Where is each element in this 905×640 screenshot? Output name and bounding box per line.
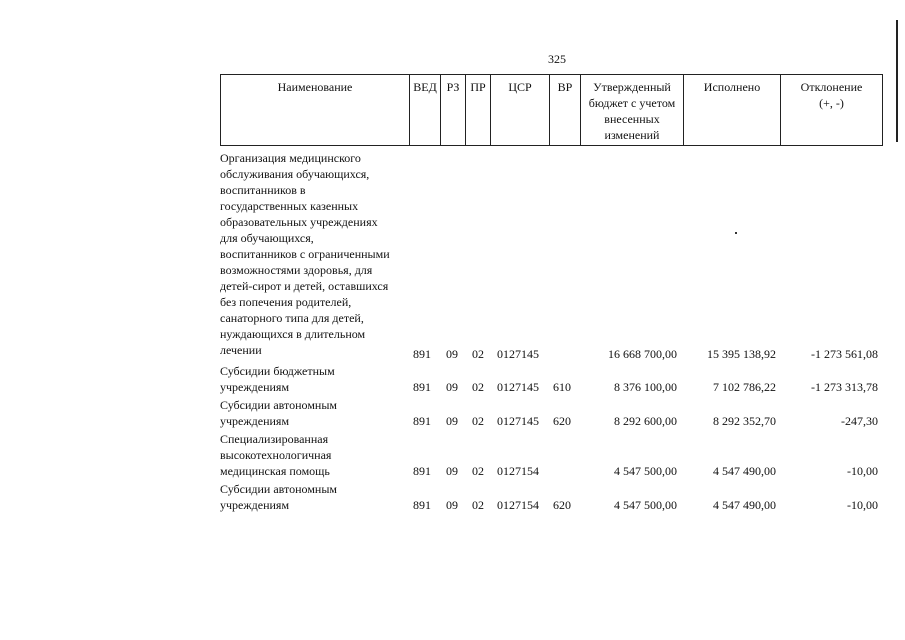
cell-executed: 8 292 352,70 bbox=[713, 414, 776, 428]
page-number: 325 bbox=[548, 52, 566, 66]
cell-csr: 0127145 bbox=[497, 414, 539, 428]
cell-pr: 02 bbox=[472, 380, 484, 394]
cell-pr: 02 bbox=[472, 464, 484, 478]
cell-deviation: -1 273 313,78 bbox=[811, 380, 878, 394]
header-ved: ВЕД bbox=[409, 74, 441, 146]
cell-ved: 891 bbox=[413, 380, 431, 394]
cell-csr: 0127145 bbox=[497, 347, 539, 361]
cell-ved: 891 bbox=[413, 347, 431, 361]
table-row-name: Субсидии бюджетным учреждениям bbox=[220, 364, 335, 394]
cell-deviation: -1 273 561,08 bbox=[811, 347, 878, 361]
cell-executed: 7 102 786,22 bbox=[713, 380, 776, 394]
cell-approved: 16 668 700,00 bbox=[608, 347, 677, 361]
cell-rz: 09 bbox=[446, 347, 458, 361]
cell-csr: 0127145 bbox=[497, 380, 539, 394]
cell-vr: 620 bbox=[553, 498, 571, 512]
cell-approved: 4 547 500,00 bbox=[614, 498, 677, 512]
header-csr: ЦСР bbox=[490, 74, 550, 146]
header-executed: Исполнено bbox=[683, 74, 781, 146]
cell-executed: 4 547 490,00 bbox=[713, 498, 776, 512]
cell-rz: 09 bbox=[446, 380, 458, 394]
header-deviation: Отклонение (+, -) bbox=[780, 74, 883, 146]
cell-vr: 610 bbox=[553, 380, 571, 394]
table-row-name: Организация медицинского обслуживания обучающихся, воспитанников в государственных казенных образовательных учреждениях для обучающихся, воспитанников с ограниченными возможностями здоровья, для детей-сирот и детей, оставшихся без попечения родителей, санаторного типа для детей, нуждающихся в длительном лечении bbox=[220, 151, 390, 357]
cell-ved: 891 bbox=[413, 498, 431, 512]
cell-rz: 09 bbox=[446, 464, 458, 478]
table-row-name: Субсидии автономным учреждениям bbox=[220, 482, 337, 512]
cell-csr: 0127154 bbox=[497, 464, 539, 478]
header-pr: ПР bbox=[465, 74, 491, 146]
cell-executed: 4 547 490,00 bbox=[713, 464, 776, 478]
cell-pr: 02 bbox=[472, 347, 484, 361]
header-vr: ВР bbox=[549, 74, 581, 146]
header-name: Наименование bbox=[220, 74, 410, 146]
header-approved: Утвержденный бюджет с учетом внесенных изменений bbox=[580, 74, 684, 146]
cell-csr: 0127154 bbox=[497, 498, 539, 512]
cell-deviation: -10,00 bbox=[847, 498, 878, 512]
page-edge-rule bbox=[896, 20, 898, 142]
cell-rz: 09 bbox=[446, 414, 458, 428]
scan-speck bbox=[735, 232, 737, 234]
header-rz: РЗ bbox=[440, 74, 466, 146]
cell-rz: 09 bbox=[446, 498, 458, 512]
cell-executed: 15 395 138,92 bbox=[707, 347, 776, 361]
table-row-name: Субсидии автономным учреждениям bbox=[220, 398, 337, 428]
cell-ved: 891 bbox=[413, 464, 431, 478]
cell-deviation: -247,30 bbox=[841, 414, 878, 428]
cell-pr: 02 bbox=[472, 498, 484, 512]
cell-vr: 620 bbox=[553, 414, 571, 428]
cell-deviation: -10,00 bbox=[847, 464, 878, 478]
cell-pr: 02 bbox=[472, 414, 484, 428]
cell-ved: 891 bbox=[413, 414, 431, 428]
table-row-name: Специализированная высокотехнологичная медицинская помощь bbox=[220, 432, 332, 478]
cell-approved: 8 292 600,00 bbox=[614, 414, 677, 428]
cell-approved: 4 547 500,00 bbox=[614, 464, 677, 478]
cell-approved: 8 376 100,00 bbox=[614, 380, 677, 394]
